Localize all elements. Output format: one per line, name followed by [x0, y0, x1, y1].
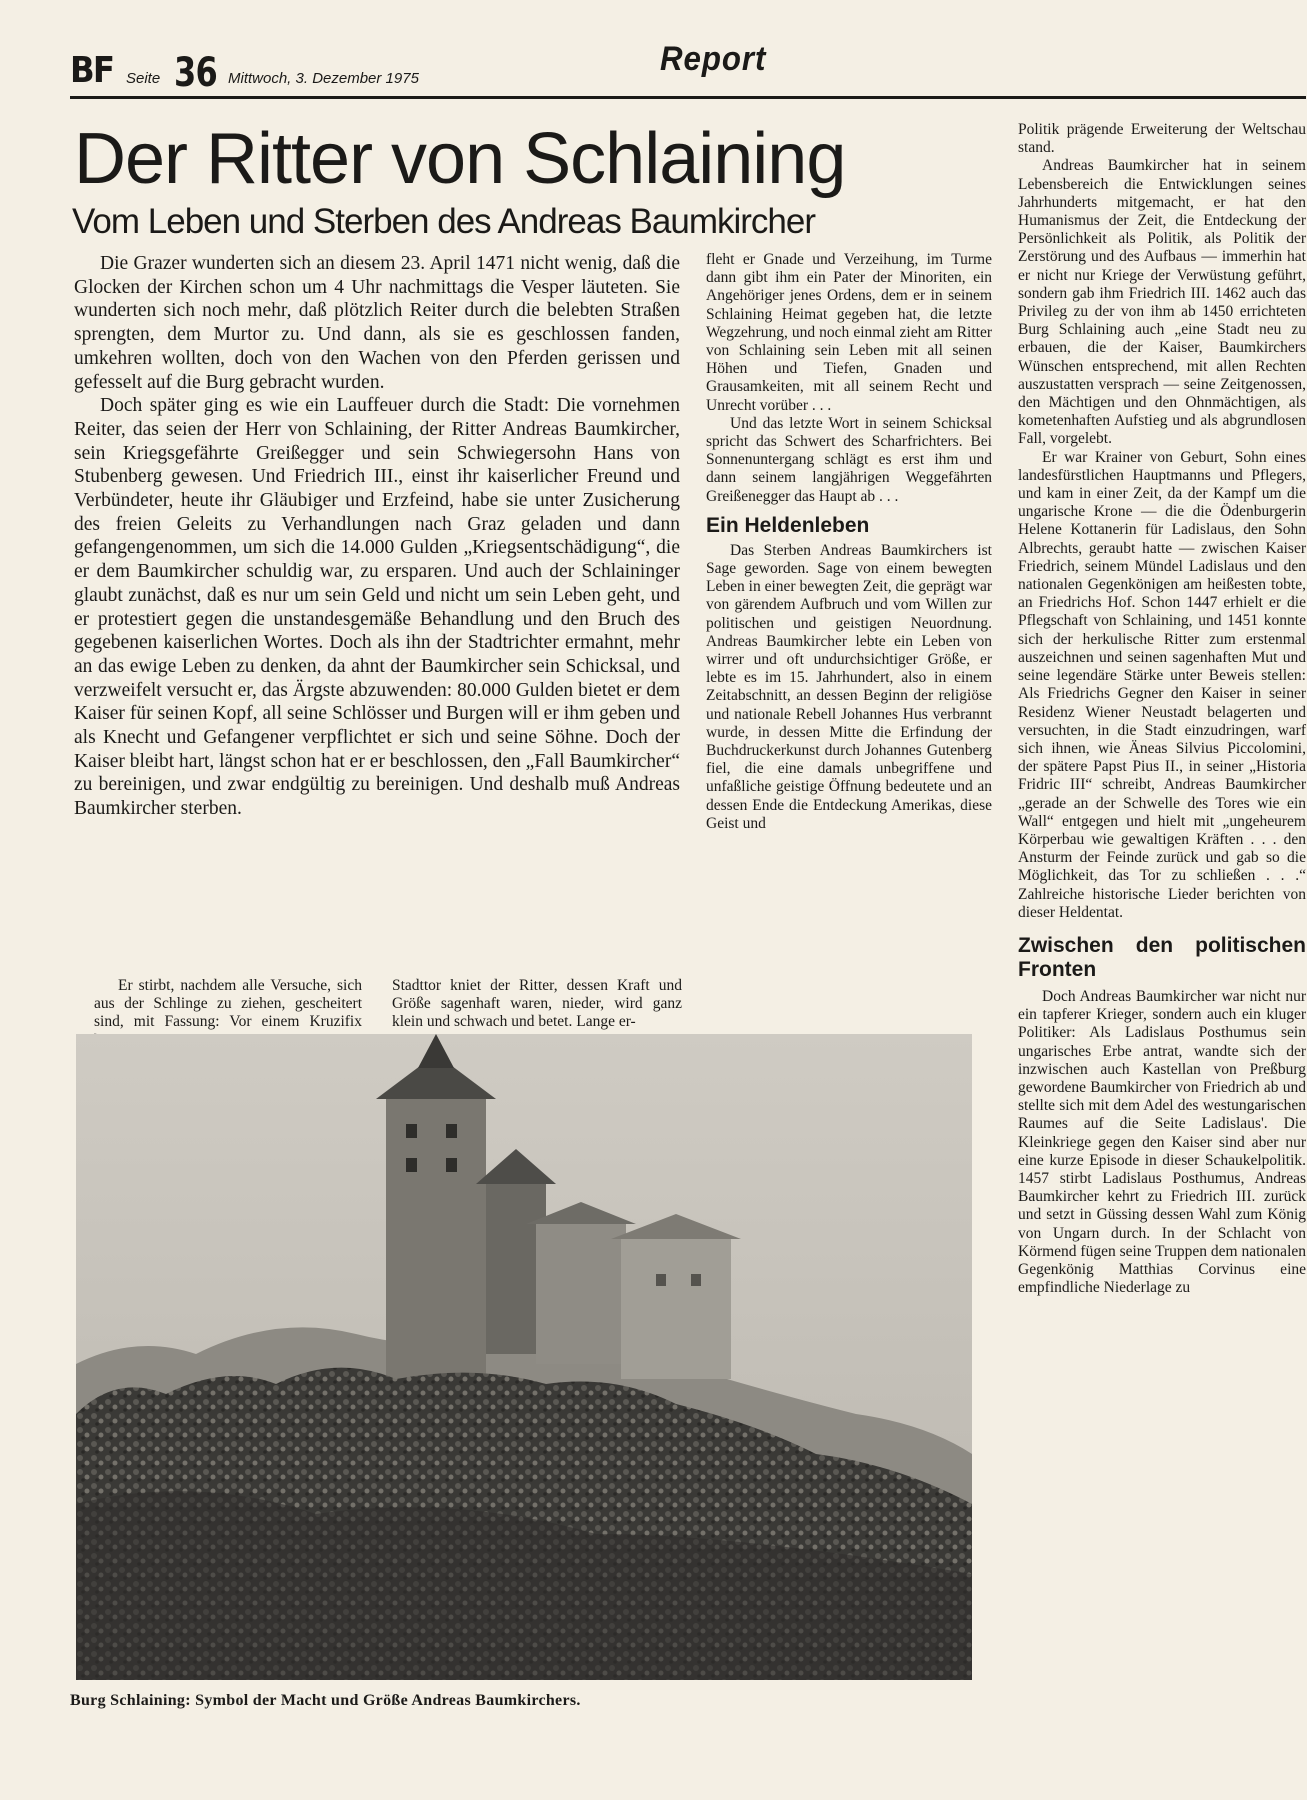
article-headline: Der Ritter von Schlaining — [74, 119, 846, 199]
dateline: Mittwoch, 3. Dezember 1975 — [228, 70, 419, 87]
castle-illustration — [76, 1034, 972, 1680]
second-column — [706, 251, 992, 833]
bottom-left-text: Er stirbt, nachdem alle Versuche, sich aus der Schlinge zu ziehen, gescheitert sind, mit Fassung: Vor einem Kruzifix — [94, 977, 362, 1031]
col2-paragraph-1: fleht er Gnade und Verzeihung, im Turme dann gibt ihm ein Pater der Minoriten, ein Angehöriger jenes Ordens, dem er in seinem Schlaining Heimat gegeben hat, die letzte Wegzehrung, und noch einmal zieht am Ritter von Schlaining sein Leben mit all seinen Höhen und Tiefen, Gnaden und Grausamkeiten, mit all seinem Recht und Unrecht vorüber . . . — [706, 251, 992, 414]
col2-paragraph-3: Das Sterben Andreas Baumkirchers ist Sage geworden. Sage von einem bewegten Leben in einer bewegten Zeit, die geprägt war von gärendem Aufbruch und vom Willen zur politischen und geistigen Neuordnung. Andreas Baumkircher lebte ein Leben von wirrer und oft undurchsichtiger Größe, er lebte es im 15. Jahrhundert, also in einem Zeitabschnitt, an dessen Beginn der religiöse und nationale Rebell Johannes Hus verbrannt wurde, in dessen Mitte die Erfindung der Buchdruckerkunst durch Johannes Gutenberg fiel, die eine damals unbegriffene und unfaßliche geistige Öffnung bedeutete und an dessen Ende die Entdeckung Amerikas, diese Geist und — [706, 541, 992, 832]
lead-paragraph-2: Doch später ging es wie ein Lauffeuer durch die Stadt: Die vornehmen Reiter, das seien der Herr von Schlaining, der Ritter Andreas Baumkircher, sein Kriegsgefährte Greißegger und sein Schwiegersohn Hans von Stubenberg gewesen. Und Friedrich III., einst ihr kaiserlicher Freund und Verbündeter, heute ihr Gläubiger und Erzfeind, habe sie unter Zusicherung des freien Geleits zu Verhandlungen nach Graz geladen und dann gefangengenommen, um sich die 14.000 Gulden „Kriegsentschädigung“, die er dem Baumkircher schuldig war, zu ersparen. Und auch der Schlaininger glaubt zunächst, daß es nur um sein Geld und nicht um sein Leben geht, und er protestiert gegen die unstandesgemäße Behandlung und den Bruch des gegebenen kaiserlichen Wortes. Doch als ihn der Stadtrichter ermahnt, mehr an das ewige Leben zu denken, da ahnt der Baumkircher sein Schicksal, und verzweifelt versucht er, das Ärgste abzuwenden: 80.000 Gulden bietet er dem Kaiser für seinen Kopf, all seine Schlösser und Burgen will er ihm geben und als Knecht und Gefangener verpflichtet er sich und seine Söhne. Doch der Kaiser bleibt hart, längst schon hat er er beschlossen, den „Fall Baumkircher“ zu bereinigen, und zwar endgültig zu bereinigen. Und deshalb muß Andreas Baumkircher sterben. — [74, 395, 680, 820]
col3-paragraph-1: Politik prägende Erweiterung der Weltschau stand. — [1018, 121, 1306, 157]
masthead-rule — [70, 96, 1306, 99]
page-number: 36 — [174, 50, 217, 96]
bottom-middle-text: Stadttor kniet der Ritter, dessen Kraft und Größe sagenhaft waren, nieder, wird ganz klein und schwach und betet. Lange er- — [392, 977, 682, 1031]
col3-paragraph-3: Er war Krainer von Geburt, Sohn eines landesfürstlichen Hauptmanns und Pflegers, und kam in einer Zeit, da der Kampf um die ungarische Krone — die die Ödenburgerin Helene Kottanerin für Ladislaus, den Sohn Albrechts, geraubt hatte — zwischen Kaiser Friedrich, seinem Mündel Ladislaus und den nationalen Gegenkönigen am heißesten tobte, an Friedrichs Hof. Schon 1447 erhielt er die Pflegschaft von Schlaining, und 1451 konnte sich der herkulische Ritter zum erstenmal auszeichnen und seinen sagenhaften Mut und seine legendäre Stärke unter Beweis stellen: Als Friedrichs Gegner den Kaiser in seiner Residenz Wiener Neustadt belagerten und versuchten, in die Stadt einzudringen, warf sich ihnen, wie Äneas Silvius Piccolomini, der spätere Papst Pius II., in seiner „Historia Fridric III“ schreibt, Andreas Baumkircher „gerade an der Schwelle des Tores wie ein Wall“ entgegen und hielt mit „ungeheurem Körperbau wie gewaltigen Kräften . . . den Ansturm der Feinde zurück und gab so die Möglichkeit, das Tor zu schließen . . .“ Zahlreiche historische Lieder berichten von dieser Heldentat. — [1018, 448, 1306, 921]
bottom-middle-column — [392, 977, 682, 1032]
col2-paragraph-2: Und das letzte Wort in seinem Schicksal spricht das Schwert des Scharfrichters. Bei Sonnenuntergang schlägt es erst ihm und dann seinem langjährigen Weggefährten Greißenegger das Haupt ab . . . — [706, 414, 992, 505]
publication-logo: BF — [70, 50, 114, 91]
photo-caption: Burg Schlaining: Symbol der Macht und Größe Andreas Baumkirchers. — [70, 1692, 581, 1709]
page-label: Seite — [126, 70, 161, 87]
col3-paragraph-2: Andreas Baumkircher hat in seinem Lebensbereich die Entwicklungen seines Jahrhunderts mitgemacht, er hat den Humanismus der Zeit, die Entdeckung der Persönlichkeit als Politik, als Politik der Zerstörung und des Aufbaus — immerhin hat er nicht nur Kriege der Verwüstung geführt, sondern gab ihm Friedrich III. 1462 auch das Privileg zu der von ihm ab 1450 errichteten Burg Schlaining auch „eine Stadt neu zu erbauen, die der Kaiser, Baumkirchers Wünschen entsprechend, mit allen Rechten auszustatten versprach — seine Zeitgenossen, den Mächtigen und den Ohnmächtigen, als kometenhaften Aufstieg und als abgrundlosen Fall, vorgelebt. — [1018, 157, 1306, 448]
col3-paragraph-4: Doch Andreas Baumkircher war nicht nur ein tapferer Krieger, sondern auch ein kluger Politiker: Als Ladislaus Posthumus sein ungarisches Erbe antrat, wandte sich der inzwischen auch Kastellan von Preßburg gewordene Baumkircher von Friedrich ab und stellte sich mit dem Adel des westungarischen Raumes auf die Seite Ladislaus'. Die Kleinkriege gegen den Kaiser sind aber nur eine kurze Episode in dieser Schaukelpolitik. 1457 stirbt Ladislaus Posthumus, Andreas Baumkircher kehrt zu Friedrich III. zurück und setzt in Güssing dessen Wahl zum König von Ungarn durch. In der Schlacht von Körmend fügen seine Truppen dem nationalen Gegenkönig Matthias Corvinus eine empfindliche Niederlage zu — [1018, 987, 1306, 1297]
article-subheadline: Vom Leben und Sterben des Andreas Baumkircher — [72, 202, 815, 241]
col3-subheading: Zwischen den politischen Fronten — [1018, 933, 1306, 981]
third-column — [1018, 121, 1306, 1297]
col2-subheading: Ein Heldenleben — [706, 513, 870, 537]
lead-column — [74, 252, 680, 821]
castle-photo — [76, 1034, 972, 1680]
lead-paragraph-1: Die Grazer wunderten sich an diesem 23. April 1471 nicht wenig, daß die Glocken der Kirchen schon um 4 Uhr nachmittags die Vesper läuteten. Sie wunderten sich noch mehr, daß plötzlich Reiter durch die belebten Straßen sprengten, dem Murtor zu. Und dann, als sie es geschlossen fanden, umkehren wollten, doch von den Wachen von den Pferden gerissen und gefesselt auf die Burg gebracht wurden. — [74, 253, 680, 393]
masthead — [70, 40, 1300, 100]
section-title: Report — [660, 40, 767, 78]
